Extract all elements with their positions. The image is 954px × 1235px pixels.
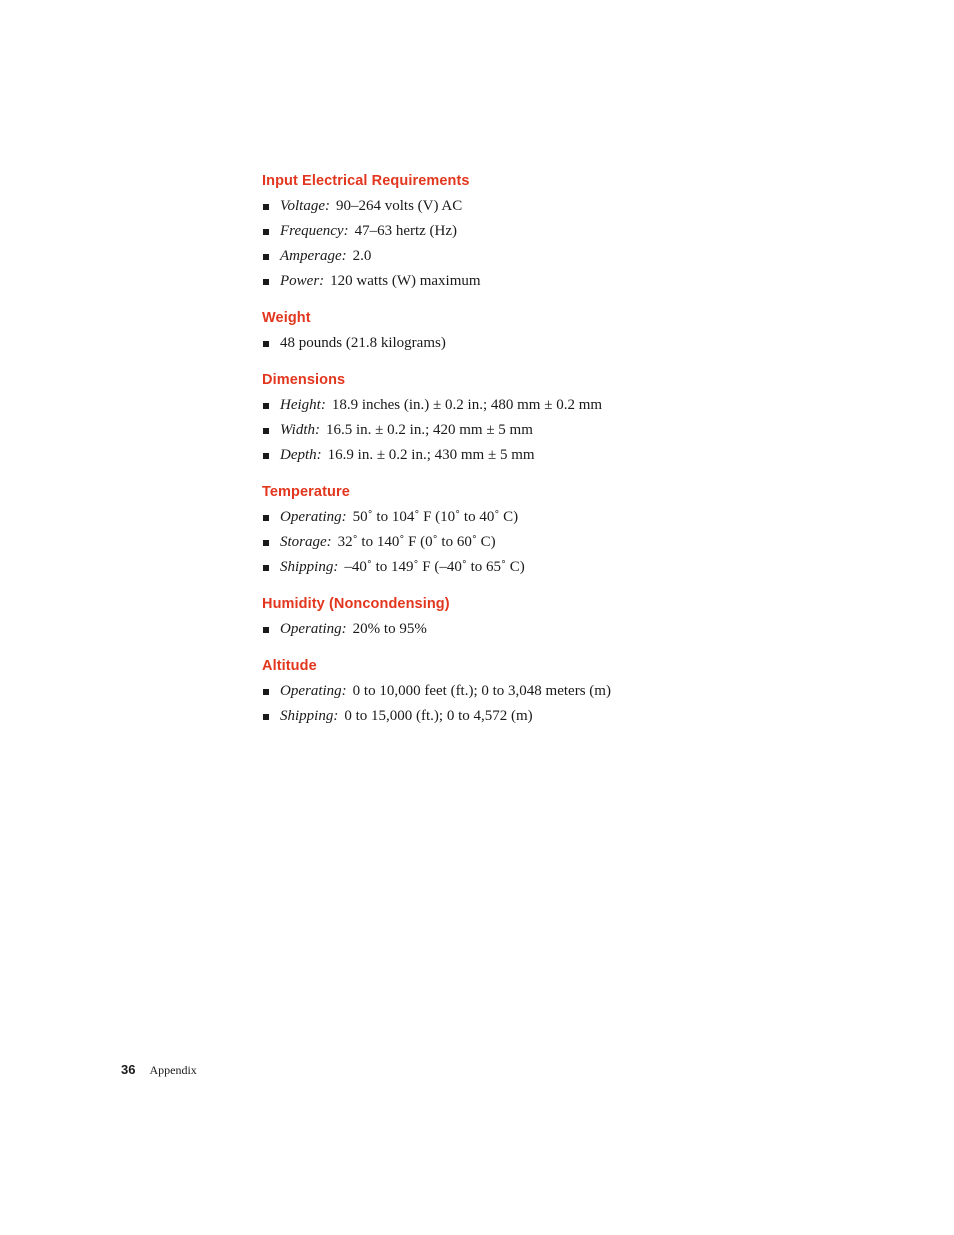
spec-value: –40˚ to 149˚ F (–40˚ to 65˚ C) [344,559,525,575]
square-bullet-icon [263,254,269,260]
spec-label: Storage: [280,534,332,550]
section-heading: Dimensions [262,372,346,388]
section-weight [262,308,822,356]
spec-label: Operating: [280,683,347,699]
square-bullet-icon [263,540,269,546]
section-humidity [262,594,822,642]
spec-value: 90–264 volts (V) AC [336,198,463,214]
spec-list [262,505,822,580]
spec-value: 16.9 in. ± 0.2 in.; 430 mm ± 5 mm [327,447,535,463]
section-heading: Temperature [262,484,350,500]
section-temperature [262,482,822,580]
square-bullet-icon [263,714,269,720]
spec-value: 2.0 [352,248,372,264]
spec-label: Height: [280,397,326,413]
spec-value: 50˚ to 104˚ F (10˚ to 40˚ C) [352,509,519,525]
list-item [262,704,822,729]
footer-section-label: Appendix [149,1063,197,1077]
square-bullet-icon [263,515,269,521]
spec-label: Power: [280,273,325,289]
square-bullet-icon [263,689,269,695]
square-bullet-icon [263,229,269,235]
list-item [262,269,822,294]
spec-label: Operating: [280,621,347,637]
list-item [262,505,822,530]
page-footer [121,1061,197,1079]
list-item [262,443,822,468]
square-bullet-icon [263,627,269,633]
spec-list [262,617,822,642]
square-bullet-icon [263,341,269,347]
spec-label: Operating: [280,509,347,525]
list-item [262,219,822,244]
spec-list [262,393,822,468]
section-dimensions [262,370,822,468]
section-altitude [262,656,822,729]
square-bullet-icon [263,453,269,459]
spec-value: 32˚ to 140˚ F (0˚ to 60˚ C) [337,534,496,550]
list-item [262,393,822,418]
spec-list [262,194,822,294]
spec-label: Depth: [280,447,322,463]
page-number: 36 [121,1062,136,1077]
spec-value: 48 pounds (21.8 kilograms) [280,335,446,351]
spec-value: 0 to 10,000 feet (ft.); 0 to 3,048 meters (m) [352,683,611,699]
spec-value: 20% to 95% [352,621,427,637]
section-input-electrical [262,171,822,294]
square-bullet-icon [263,279,269,285]
list-item [262,331,822,356]
square-bullet-icon [263,403,269,409]
list-item [262,530,822,555]
spec-label: Shipping: [280,708,339,724]
square-bullet-icon [263,204,269,210]
specifications-content [262,171,822,743]
spec-value: 47–63 hertz (Hz) [354,223,458,239]
list-item [262,244,822,269]
spec-label: Frequency: [280,223,349,239]
section-heading: Input Electrical Requirements [262,173,470,189]
spec-label: Width: [280,422,320,438]
spec-value: 120 watts (W) maximum [330,273,481,289]
spec-label: Voltage: [280,198,330,214]
spec-label: Amperage: [280,248,347,264]
spec-value: 18.9 inches (in.) ± 0.2 in.; 480 mm ± 0.2 mm [331,397,603,413]
square-bullet-icon [263,565,269,571]
spec-list [262,331,822,356]
spec-value: 0 to 15,000 (ft.); 0 to 4,572 (m) [344,708,533,724]
list-item [262,617,822,642]
section-heading: Weight [262,310,311,326]
spec-label: Shipping: [280,559,339,575]
list-item [262,194,822,219]
spec-list [262,679,822,729]
list-item [262,555,822,580]
list-item [262,418,822,443]
list-item [262,679,822,704]
square-bullet-icon [263,428,269,434]
section-heading: Humidity (Noncondensing) [262,596,450,612]
spec-value: 16.5 in. ± 0.2 in.; 420 mm ± 5 mm [326,422,533,438]
section-heading: Altitude [262,658,317,674]
